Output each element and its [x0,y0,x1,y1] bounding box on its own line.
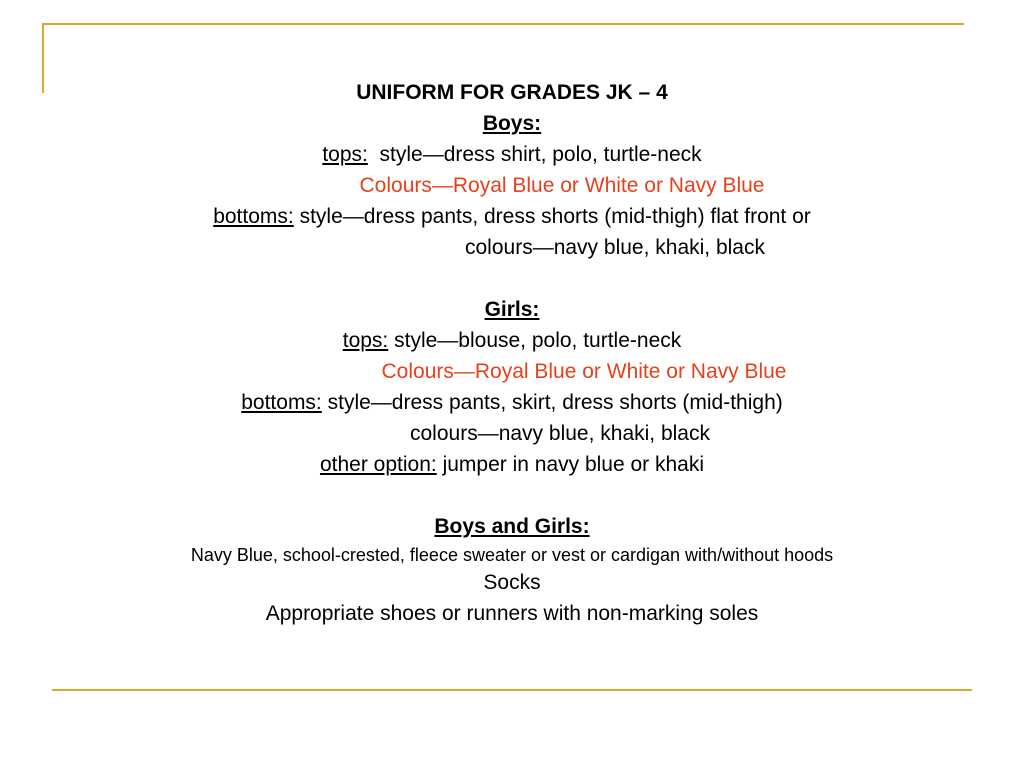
girls-bottoms-line [0,390,1024,416]
girls-other-label: other option: [319,453,437,476]
boys-heading: Boys: [482,112,542,135]
boys-bottoms-style: style—dress pants, dress shorts (mid-thigh) flat front or [299,205,811,228]
girls-other-option-line [0,452,1024,478]
bottom-accent-rule [52,689,972,691]
girls-tops-colours: Colours—Royal Blue or White or Navy Blue [381,360,787,383]
girls-heading: Girls: [484,298,540,321]
boys-tops-colours: Colours—Royal Blue or White or Navy Blue [359,174,765,197]
boys-and-girls-heading: Boys and Girls: [434,515,590,538]
boys-tops-label: tops: [322,143,368,166]
boys-bottoms-label: bottoms: [213,205,294,228]
sweater-line: Navy Blue, school-crested, fleece sweater or vest or cardigan with/without hoods [190,545,834,565]
top-accent-rule [42,23,964,25]
shoes-line: Appropriate shoes or runners with non-marking soles [265,602,759,625]
boys-tops-line [0,142,1024,168]
girls-bottoms-label: bottoms: [241,391,322,414]
socks-line: Socks [483,571,541,594]
boys-bottoms-colours: colours—navy blue, khaki, black [465,236,765,259]
boys-tops-style: style—dress shirt, polo, turtle-neck [379,143,702,166]
boys-bottoms-line [0,204,1024,230]
girls-tops-style: style—blouse, polo, turtle-neck [394,329,682,352]
girls-other-text: jumper in navy blue or khaki [442,453,705,476]
page-title: UNIFORM FOR GRADES JK – 4 [356,81,668,104]
girls-bottoms-style: style—dress pants, skirt, dress shorts (mid-thigh) [327,391,783,414]
girls-tops-line [0,328,1024,354]
girls-tops-label: tops: [342,329,389,352]
girls-bottoms-colours: colours—navy blue, khaki, black [410,422,710,445]
